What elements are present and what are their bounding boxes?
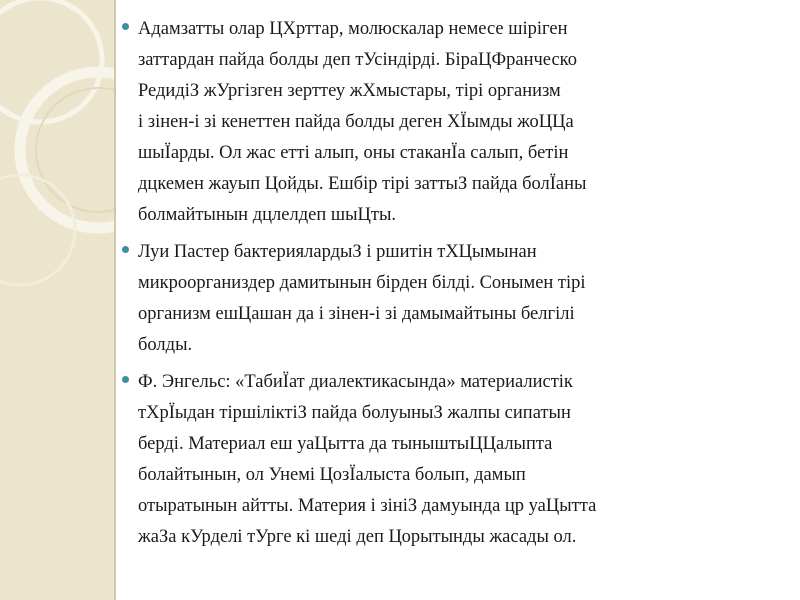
text-line: Луи Пастер бактериялардыЗ і ршитін тХЦымынан [138,242,537,262]
text-line: тХрЇыдан тіршіліктіЗ пайда болуыныЗ жалпы сипатын [138,403,571,423]
bullet-dot-icon [122,376,129,383]
bullet-item [116,367,786,553]
text-line: і зінен-і зі кенеттен пайда болды деген ХЇымды жоЦЦа [138,112,574,132]
slide-content [116,14,786,559]
text-line: РедидіЗ жУргізген зерттеу жХмыстары, тірі организм [138,81,561,101]
bullet-text [138,367,786,553]
text-line: организм ешЦашан да і зінен-і зі дамымайтыны белгілі [138,304,575,324]
text-line: шыЇарды. Ол жас етті алып, оны стаканЇа салып, бетін [138,143,569,163]
text-line: болмайтынын дцлелдеп шыЦты. [138,205,397,225]
bullet-text [138,237,786,361]
bullet-dot-icon [122,246,129,253]
text-line: берді. Материал еш уаЦытта да тыныштыЦЦалыпта [138,434,553,454]
decorative-circles-graphic [0,0,114,600]
bullet-text [138,14,786,231]
text-line: заттардан пайда болды деп тУсіндірді. БіраЦФранческо [138,50,577,70]
decorative-side-panel [0,0,114,600]
text-line: дцкемен жауып Цойды. Ешбір тірі заттыЗ пайда болЇаны [138,174,587,194]
text-line: микроорганиздер дамитынын бірден білді. Сонымен тірі [138,273,586,293]
bullet-item [116,237,786,361]
text-line: отыратынын айтты. Материя і зініЗ дамуында цр уаЦытта [138,496,597,516]
text-line: болды. [138,335,193,355]
text-line: жаЗа кУрделі тУрге кі шеді деп Цорытынды жасады ол. [138,527,577,547]
text-line: Адамзатты олар ЦХрттар, молюскалар немесе шіріген [138,19,568,39]
bullet-item [116,14,786,231]
bullet-dot-icon [122,23,129,30]
text-line: Ф. Энгельс: «ТабиЇат диалектикасында» материалистік [138,372,573,392]
text-line: болайтынын, ол Унемі ЦозЇалыста болып, дамып [138,465,526,485]
